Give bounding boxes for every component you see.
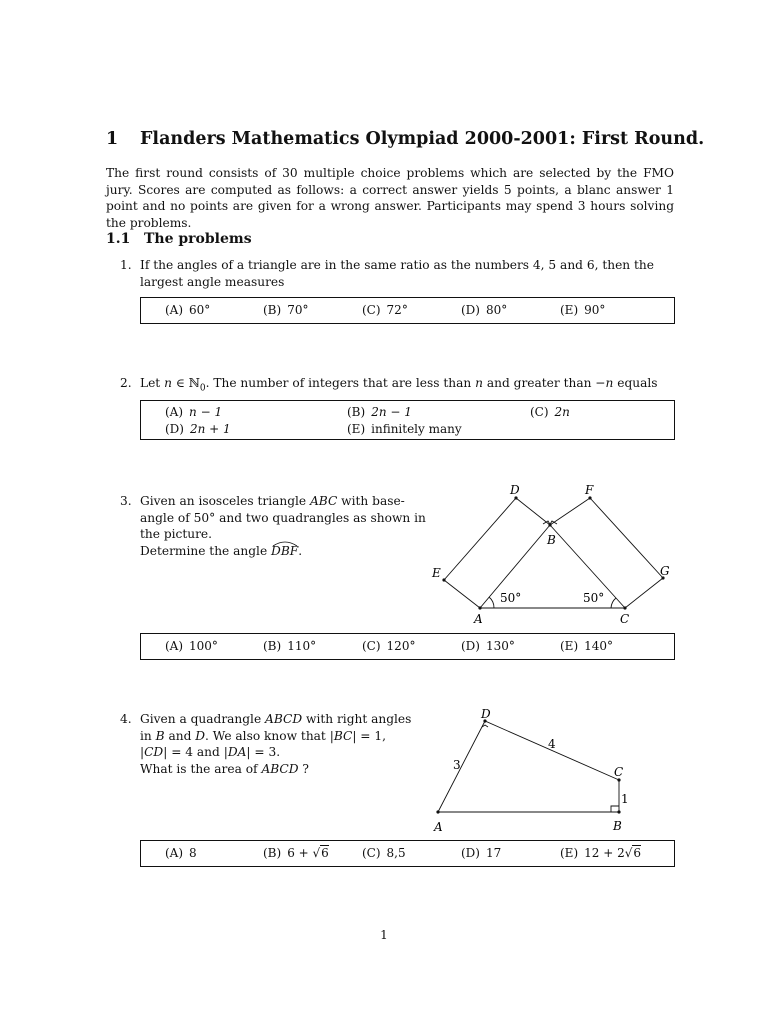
option-e[interactable] — [560, 846, 641, 860]
intro-paragraph: The first round consists of 30 multiple choice problems which are selected by the FMO jury. Scores are computed as follows: a correct answer yields 5 points, a blanc answer 1 point and no points are given for a wrong answer. Participants may spend 3 hours solving the problems. — [106, 166, 674, 230]
problem-2 — [120, 375, 680, 395]
option-b[interactable] — [347, 405, 412, 419]
math-variable: n — [605, 376, 614, 390]
option-value: 110° — [287, 639, 317, 653]
label-e: E — [432, 566, 441, 580]
text-fragment: ∈ ℕ — [171, 376, 200, 390]
option-value: 60° — [189, 303, 211, 317]
label-length-bc: 1 — [621, 792, 629, 806]
math-variable: ABC — [310, 494, 338, 508]
math-variable: ABCD — [265, 712, 303, 726]
problem-1 — [120, 257, 680, 297]
figure-4 — [425, 705, 645, 840]
option-label: (C) — [530, 405, 549, 419]
point-a — [478, 606, 481, 609]
point-b — [617, 810, 620, 813]
answer-box-2 — [140, 400, 675, 440]
label-length-da: 3 — [453, 758, 461, 772]
radicand: 6 — [321, 846, 329, 860]
text-fragment: in — [140, 728, 156, 743]
angle-arc-a — [489, 597, 494, 608]
label-d: D — [481, 707, 491, 721]
math-variable: n — [164, 376, 172, 390]
segment-gc — [625, 578, 663, 608]
subsection-number: 1.1 — [106, 231, 131, 247]
option-b[interactable] — [263, 846, 329, 860]
option-label: (A) — [165, 303, 184, 317]
option-b[interactable] — [263, 303, 308, 317]
problem-text-line: If the angles of a triangle are in the same ratio as the numbers 4, 5 and 6, then the — [140, 258, 654, 272]
math-variable: DA — [227, 745, 247, 759]
option-value: infinitely many — [371, 422, 462, 436]
problem-4 — [120, 711, 420, 781]
option-label: (D) — [461, 846, 480, 860]
option-e[interactable] — [347, 422, 462, 436]
math-variable: D — [195, 728, 206, 743]
problem-text — [140, 257, 674, 290]
option-value: n − 1 — [189, 405, 223, 419]
section-title-text: Flanders Mathematics Olympiad 2000-2001: First Round. — [140, 129, 705, 149]
option-value: 2n — [554, 405, 570, 419]
radicand: 6 — [633, 846, 642, 860]
option-d[interactable] — [165, 422, 231, 436]
option-value: 90° — [584, 303, 606, 317]
segment-ea — [444, 580, 480, 608]
option-value: 80° — [485, 303, 508, 317]
page-number: 1 — [380, 928, 388, 942]
option-a[interactable] — [165, 405, 222, 419]
option-value: 100° — [189, 639, 218, 653]
text-fragment: and — [164, 728, 196, 743]
problem-text-line: the picture. — [140, 527, 213, 541]
option-a[interactable] — [165, 303, 210, 317]
problem-text — [140, 375, 658, 397]
text-fragment: . The number of integers that are less than — [205, 376, 476, 390]
problem-number: 3. — [120, 494, 132, 508]
option-value: 120° — [386, 639, 416, 653]
math-variable-text: DBF — [271, 543, 299, 558]
text-fragment: What is the area of — [140, 761, 262, 776]
problem-text-line: largest angle measures — [140, 274, 285, 289]
option-value: 2n − 1 — [371, 405, 412, 419]
problem-text-line: angle of 50° and two quadrangles as shown in — [140, 510, 426, 525]
answer-box-4 — [140, 840, 675, 867]
option-label: (A) — [165, 639, 184, 653]
problem-number: 1. — [120, 258, 132, 272]
option-e[interactable] — [560, 639, 613, 653]
math-variable: ABCD — [261, 761, 299, 776]
subsection-title — [106, 231, 252, 247]
math-variable: BC — [333, 728, 353, 743]
problem-text — [140, 493, 426, 559]
option-c[interactable] — [530, 405, 570, 419]
option-value: 6 + — [287, 846, 313, 860]
sqrt-symbol: √ — [312, 846, 321, 860]
label-c: C — [614, 765, 624, 779]
label-g: G — [660, 564, 670, 578]
problem-text-line — [140, 543, 426, 560]
segment-db — [516, 498, 550, 525]
label-d: D — [510, 483, 520, 497]
option-d[interactable] — [461, 846, 501, 860]
option-value: 8 — [189, 846, 197, 860]
label-a: A — [474, 612, 483, 626]
option-d[interactable] — [461, 639, 515, 653]
option-value: 12 + 2 — [584, 846, 625, 860]
problem-number: 2. — [120, 376, 132, 390]
label-b: B — [547, 533, 556, 547]
text-fragment: . We also know that | — [205, 728, 334, 743]
text-fragment: | — [140, 745, 145, 759]
option-label: (D) — [461, 639, 480, 653]
problem-text-line — [140, 493, 426, 510]
problem-text-line — [140, 711, 411, 728]
option-label: (C) — [362, 846, 381, 860]
option-a[interactable] — [165, 639, 218, 653]
segment-ed — [444, 498, 516, 580]
option-value: 8,5 — [386, 846, 406, 860]
option-e[interactable] — [560, 303, 605, 317]
angle-arc-c — [611, 598, 616, 608]
text-fragment: with base- — [337, 494, 405, 508]
text-fragment: equals — [613, 376, 658, 390]
option-value: 130° — [485, 639, 515, 653]
problem-text-line — [140, 744, 411, 761]
text-fragment: | = 3. — [246, 745, 281, 759]
label-angle-a: 50° — [500, 591, 522, 605]
option-label: (C) — [362, 303, 381, 317]
option-label: (B) — [263, 639, 282, 653]
option-label: (B) — [263, 846, 282, 860]
math-variable: n — [475, 376, 483, 390]
quadrangle-abcd — [438, 721, 619, 812]
option-c[interactable] — [362, 846, 406, 860]
option-label: (D) — [165, 422, 184, 436]
label-f: F — [585, 483, 594, 497]
text-fragment: with right angles — [302, 712, 412, 726]
problem-text-line — [140, 728, 411, 745]
sqrt-symbol: √ — [624, 846, 633, 860]
label-c: C — [620, 612, 630, 626]
math-variable: B — [155, 728, 165, 743]
option-label: (B) — [347, 405, 366, 419]
text-fragment: | = 1, — [352, 728, 387, 743]
segment-fg — [590, 498, 663, 578]
label-b: B — [613, 819, 622, 833]
option-value: 2n + 1 — [189, 422, 231, 436]
figure-3 — [420, 480, 690, 630]
problem-3 — [120, 493, 426, 563]
point-b — [548, 523, 551, 526]
option-label: (C) — [362, 639, 381, 653]
option-d[interactable] — [461, 303, 507, 317]
section-title — [106, 129, 704, 149]
text-fragment: Given an isosceles triangle — [140, 494, 310, 508]
option-label: (D) — [461, 303, 480, 317]
option-label: (E) — [560, 303, 579, 317]
option-label: (E) — [347, 422, 366, 436]
option-label: (A) — [165, 846, 184, 860]
section-number: 1 — [106, 129, 119, 149]
label-a: A — [434, 820, 443, 834]
option-c[interactable] — [362, 639, 415, 653]
point-c — [623, 606, 626, 609]
math-variable: CD — [144, 745, 164, 759]
text-fragment: . — [298, 543, 303, 558]
problem-text — [140, 711, 411, 777]
subsection-title-text: The problems — [144, 231, 252, 247]
point-a — [436, 810, 439, 813]
option-b[interactable] — [263, 639, 316, 653]
math-variable — [271, 544, 298, 558]
arc-hat — [271, 539, 299, 547]
label-angle-c: 50° — [583, 591, 605, 605]
option-label: (A) — [165, 405, 184, 419]
option-c[interactable] — [362, 303, 408, 317]
option-value: 70° — [287, 303, 309, 317]
text-fragment: | = 4 and | — [163, 745, 228, 759]
option-value: 140° — [584, 639, 614, 653]
option-value: 72° — [386, 303, 408, 317]
option-a[interactable] — [165, 846, 197, 860]
answer-box-3 — [140, 633, 675, 660]
segment-fb — [550, 498, 590, 525]
option-label: (E) — [560, 639, 579, 653]
text-fragment: Let — [140, 376, 165, 390]
option-value: 17 — [485, 846, 502, 860]
label-length-cd: 4 — [548, 737, 556, 751]
point-e — [442, 578, 445, 581]
option-label: (E) — [560, 846, 579, 860]
text-fragment: and greater than − — [482, 376, 606, 390]
option-label: (B) — [263, 303, 282, 317]
text-fragment: ? — [298, 761, 309, 776]
problem-text-line — [140, 761, 411, 778]
problem-number: 4. — [120, 712, 132, 726]
answer-box-1 — [140, 297, 675, 324]
text-fragment: Given a quadrangle — [140, 712, 266, 726]
text-fragment: Determine the angle — [140, 543, 272, 558]
subscript: 0 — [199, 383, 206, 394]
